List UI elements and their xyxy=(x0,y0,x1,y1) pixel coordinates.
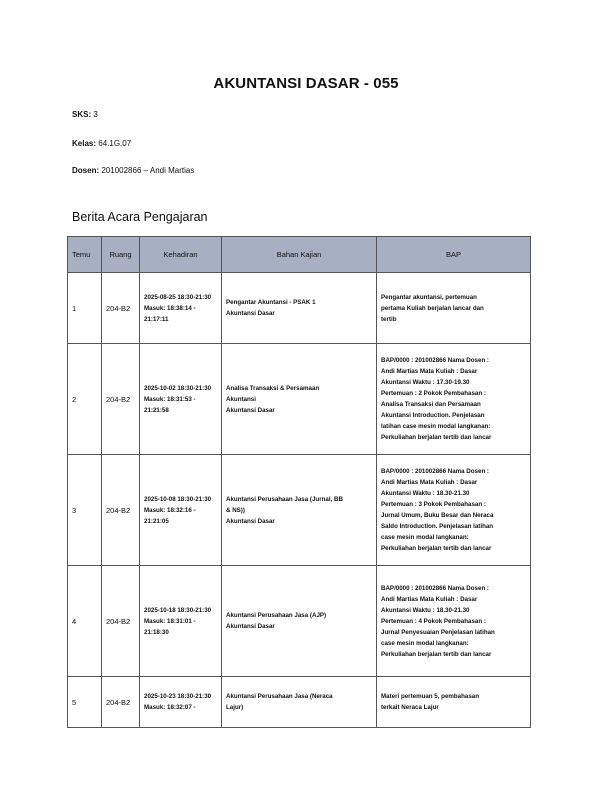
bap-line: Perkuliahan berjalan tertib dan lancar xyxy=(381,650,492,658)
kehadiran-cell xyxy=(140,273,222,344)
ruang-cell: 204-B2 xyxy=(102,455,140,566)
ruang-cell: 204-B2 xyxy=(102,677,140,728)
table-row xyxy=(68,566,531,677)
bap-table xyxy=(67,236,531,728)
header-ruang: Ruang xyxy=(102,237,140,273)
bahan-cell xyxy=(222,566,377,677)
bahan-line: Pengantar Akuntansi - PSAK 1 xyxy=(226,299,316,306)
bap-cell xyxy=(377,566,531,677)
table-row xyxy=(68,344,531,455)
page-title: AKUNTANSI DASAR - 055 xyxy=(213,75,399,92)
bahan-line: Akuntansi xyxy=(226,395,256,403)
kehadiran-cell xyxy=(140,677,222,728)
bahan-cell xyxy=(222,455,377,566)
bahan-line: Akuntansi Dasar xyxy=(226,623,275,630)
kehadiran-masuk: Masuk: 18:31:53 - 21:21:58 xyxy=(144,395,196,414)
section-title: Berita Acara Pengajaran xyxy=(72,210,208,224)
kehadiran-masuk: Masuk: 18:32:07 - xyxy=(144,704,196,711)
bap-line: tertib xyxy=(381,315,397,323)
bahan-line: Akuntansi Dasar xyxy=(226,517,275,525)
bap-line: Pertemuan : 3 Pokok Pembahasan : xyxy=(381,501,486,508)
bap-line: Pertemuan : 4 Pokok Pembahasan : xyxy=(381,617,486,625)
bap-line: BAP/0000 : 201002866 Nama Dosen : xyxy=(381,468,489,475)
table-header-row xyxy=(68,237,531,273)
bap-line: BAP/0000 : 201002866 Nama Dosen : xyxy=(381,357,489,364)
bap-line: Analisa Transaksi dan Persamaan xyxy=(381,401,481,408)
bahan-line: Lajur) xyxy=(226,704,244,711)
bahan-line: Analisa Transaksi & Persamaan xyxy=(226,384,320,392)
kehadiran-cell xyxy=(140,455,222,566)
bahan-line: Akuntansi Perusahaan Jasa (Neraca xyxy=(226,693,333,700)
bap-line: case mesin modal langkanan: xyxy=(381,534,469,541)
dosen-label: Dosen: xyxy=(72,166,100,175)
header-bap: BAP xyxy=(377,237,531,273)
table-row xyxy=(68,455,531,566)
kehadiran-date: 2025-10-08 18:30-21:30 xyxy=(144,495,212,503)
bap-cell xyxy=(377,677,531,728)
sks-value: 3 xyxy=(93,110,98,119)
bap-line: Pengantar akuntansi, pertemuan xyxy=(381,293,477,301)
table-row xyxy=(68,677,531,728)
bap-line: Perkuliahan berjalan tertib dan lancar xyxy=(381,545,492,552)
kehadiran-masuk: Masuk: 18:38:14 - 21:17:11 xyxy=(144,304,196,323)
kehadiran-masuk: Masuk: 18:32:16 - 21:21:05 xyxy=(144,506,196,525)
bap-line: Jurnal Penyesuaian Penjelasan latihan xyxy=(381,628,495,636)
temu-cell: 1 xyxy=(68,273,102,344)
bap-line: Akuntansi Introduction. Penjelasan xyxy=(381,412,485,419)
bahan-cell xyxy=(222,344,377,455)
temu-cell: 5 xyxy=(68,677,102,728)
bap-line: Materi pertemuan 5, pembahasan xyxy=(381,693,479,700)
kehadiran-cell xyxy=(140,344,222,455)
bahan-cell xyxy=(222,677,377,728)
bap-line: Saldo Introduction. Penjelasan latihan xyxy=(381,523,494,530)
kelas-label: Kelas: xyxy=(72,139,97,148)
bap-line: Andi Martias Mata Kuliah : Dasar xyxy=(381,479,478,486)
kelas-value: 64.1G.07 xyxy=(98,139,132,148)
kehadiran-masuk: Masuk: 18:31:01 - 21:18:30 xyxy=(144,617,196,636)
kehadiran-date: 2025-08-25 18:30-21:30 xyxy=(144,293,212,301)
kelas-line xyxy=(72,139,131,148)
bahan-line: Akuntansi Dasar xyxy=(226,310,275,317)
bap-cell xyxy=(377,344,531,455)
ruang-cell: 204-B2 xyxy=(102,273,140,344)
kehadiran-date: 2025-10-02 18:30-21:30 xyxy=(144,384,212,392)
bap-line: Pertemuan : 2 Pokok Pembahasan : xyxy=(381,390,486,397)
bap-line: Akuntansi Waktu : 18.30-21.30 xyxy=(381,606,470,614)
bap-line: Andi Martias Mata Kuliah : Dasar xyxy=(381,595,478,603)
ruang-cell: 204-B2 xyxy=(102,566,140,677)
bap-line: case mesin modal langkanan: xyxy=(381,639,469,647)
bap-line: Andi Martias Mata Kuliah : Dasar xyxy=(381,368,478,375)
bahan-cell xyxy=(222,273,377,344)
kehadiran-date: 2025-10-18 18:30-21:30 xyxy=(144,606,212,614)
temu-cell: 2 xyxy=(68,344,102,455)
kehadiran-date: 2025-10-23 18:30-21:30 xyxy=(144,693,212,700)
bap-line: Jurnal Umum, Buku Besar dan Neraca xyxy=(381,512,494,519)
kehadiran-cell xyxy=(140,566,222,677)
bap-line: Akuntansi Waktu : 18.30-21.30 xyxy=(381,490,470,497)
bap-line: latihan case mesin modal langkanan: xyxy=(381,423,491,430)
sks-label: SKS: xyxy=(72,110,92,119)
bap-line: pertama Kuliah berjalan lancar dan xyxy=(381,304,484,312)
bahan-line: Akuntansi Perusahaan Jasa (AJP) xyxy=(226,612,327,619)
bap-line: BAP/0000 : 201002866 Nama Dosen : xyxy=(381,584,489,592)
temu-cell: 4 xyxy=(68,566,102,677)
header-kehadiran: Kehadiran xyxy=(140,237,222,273)
bap-line: terkait Neraca Lajur xyxy=(381,704,439,711)
temu-cell: 3 xyxy=(68,455,102,566)
bap-cell xyxy=(377,273,531,344)
bap-line: Akuntansi Waktu : 17.30-19.30 xyxy=(381,379,470,386)
dosen-value: 201002866 – Andi Martias xyxy=(101,166,195,175)
header-bahan: Bahan Kajian xyxy=(222,237,377,273)
header-temu: Temu xyxy=(68,237,102,273)
bahan-line: Akuntansi Perusahaan Jasa (Jurnal, BB xyxy=(226,495,343,503)
ruang-cell: 204-B2 xyxy=(102,344,140,455)
bahan-line: Akuntansi Dasar xyxy=(226,406,275,414)
bahan-line: & NS)) xyxy=(226,506,245,514)
table-row xyxy=(68,273,531,344)
bap-cell xyxy=(377,455,531,566)
sks-line xyxy=(72,110,98,119)
bap-line: Perkuliahan berjalan tertib dan lancar xyxy=(381,434,492,441)
dosen-line xyxy=(72,166,194,175)
